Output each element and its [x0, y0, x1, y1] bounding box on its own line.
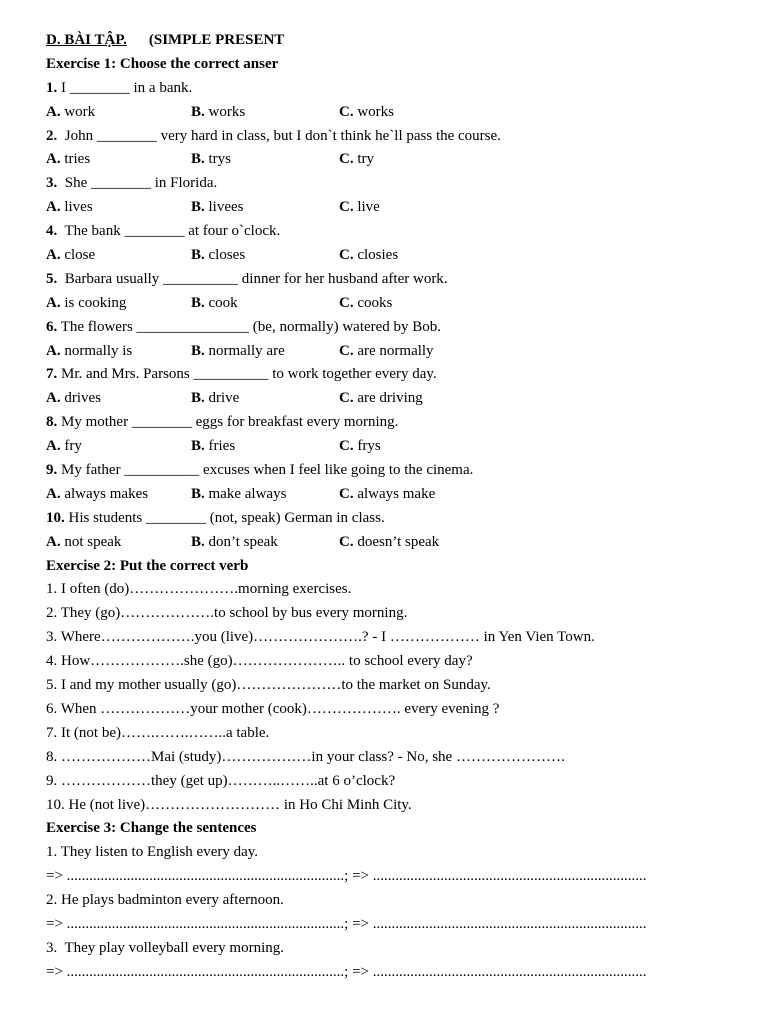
question-number: 10. [46, 509, 65, 526]
question-1 [46, 77, 768, 101]
question-number: 6. [46, 318, 58, 335]
question-text: Barbara usually __________ dinner for her husband after work. [57, 270, 448, 287]
option-a: A. always makes [46, 485, 149, 502]
question-text: My mother ________ eggs for breakfast every morning. [57, 414, 399, 431]
option-b: B. cook [191, 294, 238, 311]
question-text: John ________ very hard in class, but I don`t think he`ll pass the course. [57, 127, 501, 144]
question-5 [46, 268, 768, 292]
option-c: C. works [339, 103, 395, 120]
exercise3-title: Exercise 3: Change the sentences [46, 820, 257, 837]
exercise3-sentence: 2. He plays badminton every afternoon. [46, 892, 284, 909]
exercise2-item: 2. They (go)……………….to school by bus every morning. [46, 605, 408, 622]
option-b: B. don’t speak [191, 533, 278, 550]
question-text: His students ________ (not, speak) German in class. [64, 509, 385, 526]
option-a: A. close [46, 247, 96, 264]
option-c: C. are driving [339, 390, 423, 407]
option-c: C. closies [339, 247, 399, 264]
question-8 [46, 411, 768, 435]
exercise2-item: 10. He (not live)……………………… in Ho Chi Minh City. [46, 796, 412, 813]
option-a: A. work [46, 103, 96, 120]
question-number: 2. [46, 127, 58, 144]
question-7 [46, 363, 768, 387]
question-number: 8. [46, 414, 58, 431]
option-a: A. tries [46, 151, 91, 168]
exercise2-item: 3. Where……………….you (live)………………….? - I ……………… in Yen Vien Town. [46, 629, 595, 646]
question-6 [46, 316, 768, 340]
answer-options [46, 483, 768, 507]
exercise3-sentence: 3. They play volleyball every morning. [46, 939, 285, 956]
exercise3-answer-line: => ..........................................................................; => ......................................................................... [46, 915, 647, 932]
question-text: She ________ in Florida. [57, 175, 218, 192]
question-number: 1. [46, 79, 58, 96]
question-text: My father __________ excuses when I feel like going to the cinema. [57, 462, 474, 479]
question-text: The bank ________ at four o`clock. [57, 223, 281, 240]
option-b: B. normally are [191, 342, 285, 359]
question-2 [46, 125, 768, 149]
option-c: C. try [339, 151, 375, 168]
exercise2-item: 5. I and my mother usually (go)…………………to the market on Sunday. [46, 677, 491, 694]
option-c: C. frys [339, 438, 381, 455]
question-number: 4. [46, 223, 58, 240]
exercise1-title: Exercise 1: Choose the correct anser [46, 55, 279, 72]
question-number: 7. [46, 366, 58, 383]
option-a: A. is cooking [46, 294, 127, 311]
option-c: C. cooks [339, 294, 393, 311]
question-9 [46, 459, 768, 483]
exercise2-item: 9. ………………they (get up)………..……..at 6 o’clock? [46, 772, 396, 789]
exercise3-answer-line: => ..........................................................................; => ......................................................................... [46, 963, 647, 980]
option-a: A. not speak [46, 533, 122, 550]
question-4 [46, 220, 768, 244]
option-a: A. drives [46, 390, 102, 407]
option-c: C. are normally [339, 342, 434, 359]
exercise2-item: 1. I often (do)………………….morning exercises. [46, 581, 352, 598]
answer-options [46, 435, 768, 459]
option-c: C. live [339, 199, 380, 216]
answer-options [46, 531, 768, 555]
question-text: Mr. and Mrs. Parsons __________ to work together every day. [57, 366, 437, 383]
option-b: B. livees [191, 199, 244, 216]
option-b: B. fries [191, 438, 236, 455]
question-10 [46, 507, 768, 531]
option-c: C. doesn’t speak [339, 533, 440, 550]
question-3 [46, 172, 768, 196]
option-b: B. trys [191, 151, 232, 168]
answer-options [46, 196, 768, 220]
exercise2-item: 8. ………………Mai (study)………………in your class? - No, she …………………. [46, 748, 565, 765]
answer-options [46, 340, 768, 364]
question-text: The flowers _______________ (be, normally) watered by Bob. [57, 318, 442, 335]
answer-options [46, 244, 768, 268]
exercise3-items [46, 841, 768, 984]
option-b: B. drive [191, 390, 240, 407]
exercise2-items [46, 578, 768, 817]
answer-options [46, 101, 768, 125]
option-b: B. works [191, 103, 246, 120]
section-heading [46, 29, 768, 53]
question-number: 9. [46, 462, 58, 479]
answer-options [46, 387, 768, 411]
option-b: B. closes [191, 247, 246, 264]
question-text: I ________ in a bank. [57, 79, 193, 96]
exercise3-answer-line: => ..........................................................................; => ......................................................................... [46, 868, 647, 885]
option-a: A. fry [46, 438, 82, 455]
option-a: A. normally is [46, 342, 133, 359]
option-b: B. make always [191, 485, 287, 502]
option-a: A. lives [46, 199, 93, 216]
exercise1-questions [46, 77, 768, 555]
question-number: 3. [46, 175, 58, 192]
exercise2-item: 4. How……………….she (go)………………….. to school every day? [46, 653, 473, 670]
section-label: D. BÀI TẬP. [46, 32, 127, 48]
question-number: 5. [46, 270, 58, 287]
exercise2-item: 6. When ………………your mother (cook)………………. every evening ? [46, 700, 500, 717]
exercise2-item: 7. It (not be)…….…….……..a table. [46, 724, 270, 741]
section-topic: (SIMPLE PRESENT [148, 32, 285, 48]
exercise3-sentence: 1. They listen to English every day. [46, 844, 259, 861]
answer-options [46, 292, 768, 316]
option-c: C. always make [339, 485, 436, 502]
exercise2-title: Exercise 2: Put the correct verb [46, 557, 249, 574]
answer-options [46, 148, 768, 172]
